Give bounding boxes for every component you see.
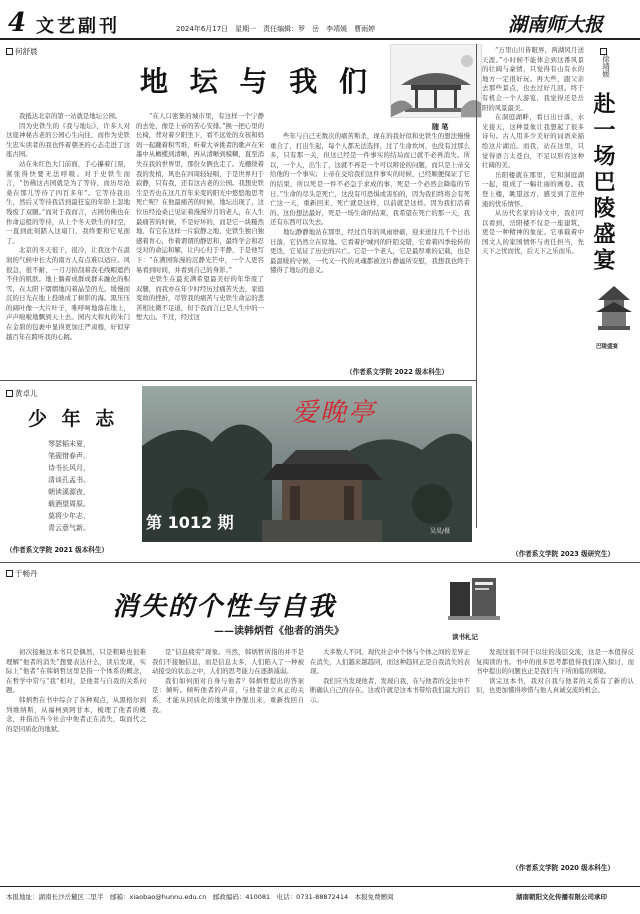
poem-title: 少 年 志 bbox=[28, 408, 119, 430]
poem-body bbox=[48, 438, 128, 534]
banner-calligraphy: 爱晚亭 bbox=[292, 398, 377, 428]
paragraph: 我们如何面对自身与他者？韩炳哲提出的答案是：倾听。倾听他者的声音，与他者建立真正的关系，才能从同质化的地狱中挣脱出来，重新找回自我。 bbox=[152, 676, 304, 714]
article-body-col2 bbox=[136, 112, 264, 372]
footer-rule bbox=[0, 886, 640, 887]
article-body-col3 bbox=[270, 132, 470, 364]
paragraph: 北京的冬天很干，很冷，让我这个在温润的气候中长大的南方人有点难以适应。风很急，很不耐，一刀刀拍刮着我毛线帽遮挡不住的肌肤。地上躺着成群成群未融化的积雪，在太阳下熠熠地闪着晶莹的光。缓慢而沉的日光在地上投映成了树影的海。黑压压的阔叶像一大片叶子，唯呼呵地落在地上，声声啦啦地飘到天上去。园内大和丸的朱门在金碧的包裹中显得更加庄严肃穆，好似穿越百年在跨听我的心跳。 bbox=[6, 246, 130, 341]
book-photo bbox=[444, 572, 504, 628]
poem-line: 琴瑟韬未夏， bbox=[48, 440, 90, 448]
right-article-body-lower bbox=[482, 356, 634, 516]
paragraph: 韩炳哲在书中综合了各种观点，从黑格尔到列维纳斯，从福柯到阿甘本，梳理了他者的概念，并指出当今社会中他者正在消失，取而代之的是同质化的地狱。 bbox=[6, 695, 146, 733]
poem-line: 莫将少年志， bbox=[48, 512, 90, 520]
pavilion-photo bbox=[390, 44, 482, 118]
paragraph: 地坛静静地站在那里，经过百年的风雨磨砺，迎来送往几千个日出日落，它仍然立在原地。它看着护城河的阡陌交错，它看着四季轮转的更迭，它见证了历史的兴亡。它是一个老人，它是最厚重的记载，也是最温暖的守候，一代又一代的灵魂都被这片静谧所安慰，我想我也终于懂得了地坛的意义。 bbox=[270, 227, 470, 275]
paragraph: 史铁生在最充满希望最美好的年华废了双腿，而我亦在年少时经历过痛苦失去，家庭变故的挫折，尽管我的痛苦与史铁生命运的悲苦相比微不足道，但于我而言已是人生中的一堑大山。不过，经过这 bbox=[136, 275, 264, 322]
masthead bbox=[0, 0, 640, 42]
paragraph: 从历代名家的诗文中，我们可以看到，岳阳楼不仅是一座建筑，更是一种精神的象征。它承载着中国文人的家国情怀与责任担当，先天下之忧而忧，后天下之乐而乐。 bbox=[482, 209, 584, 256]
section-title: 文艺副刊 bbox=[36, 16, 120, 37]
article-title: 地 坛 与 我 们 bbox=[140, 65, 373, 98]
photo-caption: 随 笔 bbox=[432, 123, 449, 131]
paragraph: 站在朱红色大门前面，手心攥着门票，紧张得快要无法呼吸。对于史铁生而言，“仿佛这古园就是为了等待，而历尽沧桑在那儿等待了四百多年”。它等待我出生，然后又等待我活到最狂妄的年龄上忽地残废了双腿。”而对于我而言，古园仿佛也在作命运般的等待，从上个冬天铁生的时空，一直到此刻踏入这扇门，我终要和它见面了。 bbox=[6, 159, 130, 245]
article2-byline: （作者系文学院 2020 级本科生） bbox=[512, 864, 615, 872]
paragraph: 是“信息疲劳”现象。当然，韩炳哲所指的并不是我们不接触信息，而是信息太多，人们陷入了一种被动接受的状态之中，人们的思考能力在逐渐减弱。 bbox=[152, 648, 304, 676]
paragraph: 初次接触这本书只是偶然，只是粗略也很难理解“他者的消失”想要表达什么，读后发现，实际上“他者”在韩炳哲这里是指一个体系的概念，在哲学中常与“我”相对，是他者与自我的关系问题。 bbox=[6, 648, 146, 695]
paragraph: 大多数人不同。现代社会中个体与个体之间的差异正在消失，人们越来越趋同，而这种趋同正是自我消失的表现。 bbox=[310, 648, 470, 676]
paragraph: 在洞庭湖畔，看日出日落，水光接天，这种景象让我想起了很多诗句。古人用多少美好的词语来描绘这片湖泊。而我，站在这里，只觉得语言太苍白，不足以形容这种壮阔的美。 bbox=[482, 113, 584, 170]
section-divider bbox=[0, 562, 640, 563]
poem-line: 笔砚惜春声。 bbox=[48, 452, 90, 460]
paragraph: 发现这很不同于以往的浅层交流，这是一本值得反复阅读的书。书中的很多思考都值得我们深入探讨，而书中提出的问题也正是我们当下所面临的困境。 bbox=[476, 648, 634, 676]
paragraph: 我们应当发现他者，发现自我，在与他者的交往中不断确认自己的存在。这或许就是这本书带给我们最大的启示。 bbox=[310, 676, 470, 704]
article2-subtitle: ——读韩炳哲《他者的消失》 bbox=[214, 626, 344, 637]
paragraph: “在人口密集的城市里，有这样一个宁静的去处，像是上帝的苦心安排。”换一把心里的长椅，背对着夕阳坐下，看不远处的女孩和妈妈一起蹦着积雪堆，听着大爷挑者的歌声在宋墨中从橄榄到清晰，再从清晰到模糊，直至消失在我的世界里，那份女俩也走了。光栅绕着我的发梢，风也在四周轻轻唱，于是世界归于寂静，只有我，还有这古老的公园。我想史铁生是否也在这几百年来变的阳光中悠悠地思考死亡呢？在他最痛苦的时候，地坛出现了，这位历经沧桑已见证着漫漫岁月的老人，在人生最痛苦的时候，不是好坏的，而是它一块糙然地、有它在这样一片寂静之地，史铁生独自独感着育心，作着谓谓的静思和，最终学会和忍受对的命运和解，让内心归于平静，于是他写下：“在满园弥漫的沉静光芒中，一个人更容易看到时间，并看到自己的身影。” bbox=[136, 112, 264, 274]
right-author-tag: 徐靖媛 bbox=[600, 48, 612, 78]
page-number: 4 bbox=[8, 8, 27, 38]
author-tag: 何舒晨 bbox=[6, 46, 38, 57]
footer-printer: 湖南朝阳文化传播有限公司承印 bbox=[516, 893, 607, 901]
paragraph: 读完这本书，我对自我与他者的关系有了新的认识，也更加懂得珍惜与他人真诚交流的机会。 bbox=[476, 676, 634, 695]
poem-byline: （作者系文学院 2021 级本科生） bbox=[6, 546, 109, 554]
poem-line: 载酒望周原。 bbox=[48, 500, 90, 508]
paragraph: 些年与自己无数次的痛苦斯杀，现在的我好似和史铁生的想法慢慢重合了，打出生起，每个人都无法选择，过了生命坎坷，也没有过那么多，只有那一关，但这已经是一件事实的结局而已就不必再消失。所以，一个人，出生了，这就不再是一个可以辩论的问题，而只是上帝交给他的一个事实；上帝在交给我们这件事实的时候，已经顺便保证了它的结果，所以死是一件不必急于求成的事，死是一个必然会降临的节日。”生命的尽头是死亡，这没有可恐惧或害怕的，因为我们终将会有死亡这一天，重新回来，死亡就是这样，以前就是这样。因为我们活着的。这份想法最好，死是一场生命的结束，我希望在死亡的那一天，我还有东西可以失去。 bbox=[270, 132, 470, 227]
date-line: 2024年6月17日 星期一 责任编辑：罗 岳 李靖媛 曹雨婷 bbox=[176, 25, 376, 33]
article2-body-col3 bbox=[310, 648, 470, 884]
article2-body-col4 bbox=[476, 648, 634, 858]
footer-info: 本报地址：湖南长沙岳麓区二里半 邮箱：xiaobao@hunnu.edu.cn 邮政编码：410081 电话：0731-88872414 本报免费赠阅 bbox=[6, 893, 394, 901]
right-photo-caption: 巴陵盛宴 bbox=[596, 344, 619, 350]
poem-line: 清谈孔孟书。 bbox=[48, 476, 90, 484]
right-article-title: 赴一场巴陵盛宴 bbox=[590, 92, 616, 274]
byline: （作者系文学院 2022 级本科生） bbox=[346, 368, 449, 376]
issue-number: 第 1012 期 bbox=[146, 513, 234, 532]
book-photo-caption: 读书札记 bbox=[452, 633, 478, 641]
section-divider bbox=[0, 380, 476, 381]
poem-line: 诗书长风月， bbox=[48, 464, 90, 472]
article2-body-col2 bbox=[152, 648, 304, 884]
right-byline: （作者系文学院 2023 级研究生） bbox=[512, 550, 615, 558]
column-divider bbox=[476, 44, 477, 528]
article2-body-col1 bbox=[6, 648, 146, 884]
article2-title: 消失的个性与自我 bbox=[112, 592, 337, 622]
paragraph: 我抵达北京的第一站就是地坛公园。 bbox=[19, 112, 122, 120]
poem-author-tag: 黄卓儿 bbox=[6, 388, 38, 399]
poem-line: 青云意气新。 bbox=[48, 524, 90, 532]
masthead-rule bbox=[0, 38, 640, 40]
poem-line: 朝读溪源夜， bbox=[48, 488, 90, 496]
banner-image bbox=[142, 386, 472, 542]
paragraph: 因为史铁生的《我与地坛》，许多人对这座神秘古老的公园心生向往，而作为史铁生忠实读者的我也怀着朝圣的心态走进了这座古园。 bbox=[6, 121, 130, 159]
tower-photo bbox=[594, 278, 634, 338]
artist-signature: 吴昊/摄 bbox=[430, 528, 451, 535]
article2-author-tag: 于畅丹 bbox=[6, 568, 38, 579]
article-body-col1 bbox=[6, 112, 130, 372]
paragraph: “万里山川皆眼界，两湖风月送天涯。”小时候不能体会到这番风景的壮阔与豪情，只觉得有山有水的地方一定很好玩。再大些，跟父亲去那些景点，也去过好几回。终于有机会一个人游览，我觉得还是岳阳的风景最美。 bbox=[482, 46, 584, 112]
paper-name: 湖南师大报 bbox=[508, 14, 604, 36]
paragraph: 岳阳楼就在那里，它和洞庭湖一起，组成了一幅壮丽的画卷。我登上楼，眺望远方，感受到了范仲淹的忧乐情怀。 bbox=[482, 170, 584, 208]
